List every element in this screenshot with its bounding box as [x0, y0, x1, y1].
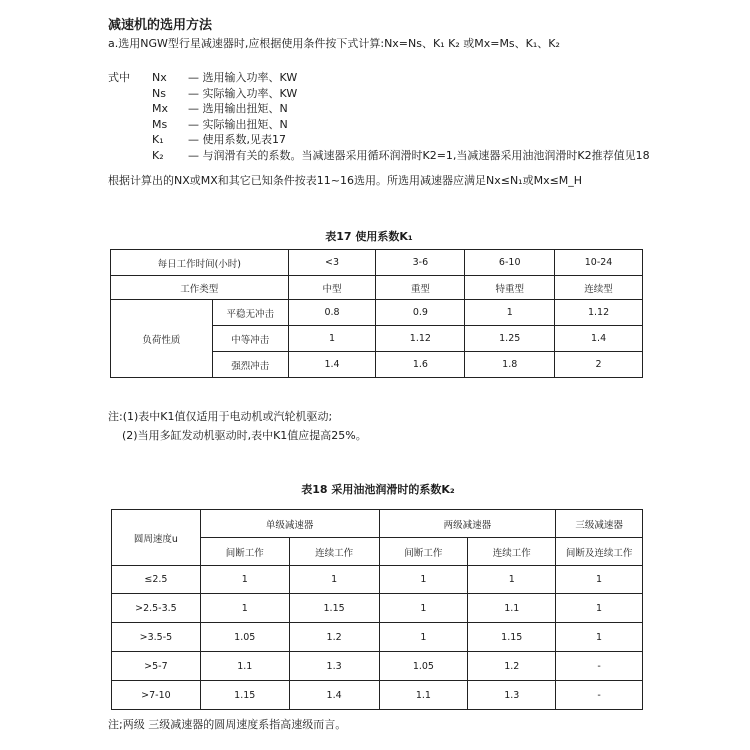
table-17	[110, 249, 643, 378]
type-label-cell: 工作类型	[111, 276, 289, 300]
table-cell: 1	[288, 326, 376, 352]
table-cell: 1	[379, 623, 468, 652]
table-cell: 1.1	[200, 652, 289, 681]
table-row	[112, 594, 643, 623]
def-row	[108, 70, 650, 86]
load-label-cell: 负荷性质	[111, 300, 213, 378]
table18-note: 注;两级 三级减速器的圆周速度系指高速级而言。	[108, 718, 347, 731]
table-cell: 1.3	[468, 681, 556, 710]
table-cell: 1.15	[200, 681, 289, 710]
table-cell: 1.3	[289, 652, 379, 681]
table-cell: 1	[379, 594, 468, 623]
def-desc: — 实际输入功率、KW	[188, 86, 298, 100]
table-cell: >2.5-3.5	[112, 594, 201, 623]
table-cell: >5-7	[112, 652, 201, 681]
def-row	[108, 101, 650, 117]
def-desc: — 使用系数,见表17	[188, 133, 286, 147]
table-cell: 1.4	[289, 681, 379, 710]
table-cell: 中型	[288, 276, 376, 300]
table-cell: -	[556, 681, 643, 710]
table-cell: 特重型	[465, 276, 555, 300]
def-symbol: Ns	[152, 86, 166, 100]
sub-header-cell: 间断工作	[379, 538, 468, 566]
symbol-definitions	[108, 70, 650, 164]
speed-label-cell: 圆周速度u	[112, 510, 201, 566]
def-symbol: K₁	[152, 133, 164, 147]
table-cell: 1	[556, 594, 643, 623]
table-cell: 1.2	[289, 623, 379, 652]
table-cell: 1.4	[288, 352, 376, 378]
table17-note-2: (2)当用多缸发动机驱动时,表中K1值应提高25%。	[122, 429, 367, 442]
def-row	[108, 86, 650, 102]
table-row	[112, 566, 643, 594]
sub-header-cell: 间断工作	[200, 538, 289, 566]
sub-header-cell: 间断及连续工作	[556, 538, 643, 566]
def-symbol: Mx	[152, 102, 169, 116]
table-cell: -	[556, 652, 643, 681]
table-row	[112, 652, 643, 681]
table-row	[111, 300, 643, 326]
table-cell: 1	[556, 566, 643, 594]
table-cell: 1.6	[376, 352, 465, 378]
table-cell: 1.12	[555, 300, 643, 326]
table-cell: 2	[555, 352, 643, 378]
table-cell: >3.5-5	[112, 623, 201, 652]
table-cell: 1.25	[465, 326, 555, 352]
table-cell: 1	[468, 566, 556, 594]
def-label	[108, 148, 152, 164]
table-cell: 1.2	[468, 652, 556, 681]
def-desc: — 选用输出扭矩、N	[188, 102, 288, 116]
table-cell: 1.15	[289, 594, 379, 623]
table-cell: 1.05	[379, 652, 468, 681]
table-18	[111, 509, 643, 710]
table-row	[112, 623, 643, 652]
table17-note-1: 注:(1)表中K1值仅适用于电动机或汽轮机驱动;	[108, 410, 333, 423]
def-symbol: Nx	[152, 71, 167, 84]
table-cell: 1.4	[555, 326, 643, 352]
table-cell: 1.12	[376, 326, 465, 352]
table-cell: 1	[200, 594, 289, 623]
def-row	[108, 117, 650, 133]
table-cell: 1.1	[468, 594, 556, 623]
def-row	[108, 132, 650, 148]
table-cell: 1	[379, 566, 468, 594]
selection-paragraph: 根据计算出的NX或MX和其它已知条件按表11~16选用。所选用减速器应满足Nx≤N₁或Mx≤M_H	[108, 174, 583, 187]
table-cell: 1.05	[200, 623, 289, 652]
table-cell: 1	[465, 300, 555, 326]
sub-header-cell: 连续工作	[289, 538, 379, 566]
table-cell: 0.8	[288, 300, 376, 326]
table-row	[111, 250, 643, 276]
group-header-cell: 三级减速器	[556, 510, 643, 538]
table-cell: 平稳无冲击	[212, 300, 288, 326]
def-label	[108, 101, 152, 117]
def-label	[108, 117, 152, 133]
table-cell: 中等冲击	[212, 326, 288, 352]
table-cell: 0.9	[376, 300, 465, 326]
formula-line: a.选用NGW型行星减速器时,应根据使用条件按下式计算:Nx=Ns、K₁ K₂ 或Mx=Ms、K₁、K₂	[108, 37, 560, 50]
def-row	[108, 148, 650, 164]
table-cell: 重型	[376, 276, 465, 300]
def-desc: — 选用输入功率、KW	[188, 71, 298, 84]
table-cell: 1.1	[379, 681, 468, 710]
table-cell: 连续型	[555, 276, 643, 300]
group-header-cell: 两级减速器	[379, 510, 556, 538]
def-symbol: Ms	[152, 117, 168, 131]
table-cell: ≤2.5	[112, 566, 201, 594]
page-title: 减速机的选用方法	[108, 18, 213, 33]
table-cell: 1.15	[468, 623, 556, 652]
group-header-cell: 单级减速器	[200, 510, 379, 538]
table-cell: 6-10	[465, 250, 555, 276]
hours-label-cell: 每日工作时间(小时)	[111, 250, 289, 276]
def-label: 式中	[108, 71, 130, 84]
table-cell: 1.8	[465, 352, 555, 378]
def-desc: — 实际输出扭矩、N	[188, 117, 288, 131]
table-cell: 1	[289, 566, 379, 594]
table-cell: <3	[288, 250, 376, 276]
sub-header-cell: 连续工作	[468, 538, 556, 566]
table17-caption: 表17 使用系数K₁	[325, 230, 413, 243]
def-desc: — 与润滑有关的系数。当减速器采用循环润滑时K2=1,当减速器采用油池润滑时K2推荐值见18	[188, 148, 650, 162]
table-cell: 1	[200, 566, 289, 594]
def-label	[108, 86, 152, 102]
table-row	[111, 276, 643, 300]
table-cell: 3-6	[376, 250, 465, 276]
def-label	[108, 132, 152, 148]
table-cell: 1	[556, 623, 643, 652]
table-cell: >7-10	[112, 681, 201, 710]
table-row	[112, 681, 643, 710]
table-row	[112, 510, 643, 538]
table-cell: 10-24	[555, 250, 643, 276]
table18-caption: 表18 采用油池润滑时的系数K₂	[301, 483, 455, 496]
table-cell: 强烈冲击	[212, 352, 288, 378]
def-symbol: K₂	[152, 148, 164, 162]
